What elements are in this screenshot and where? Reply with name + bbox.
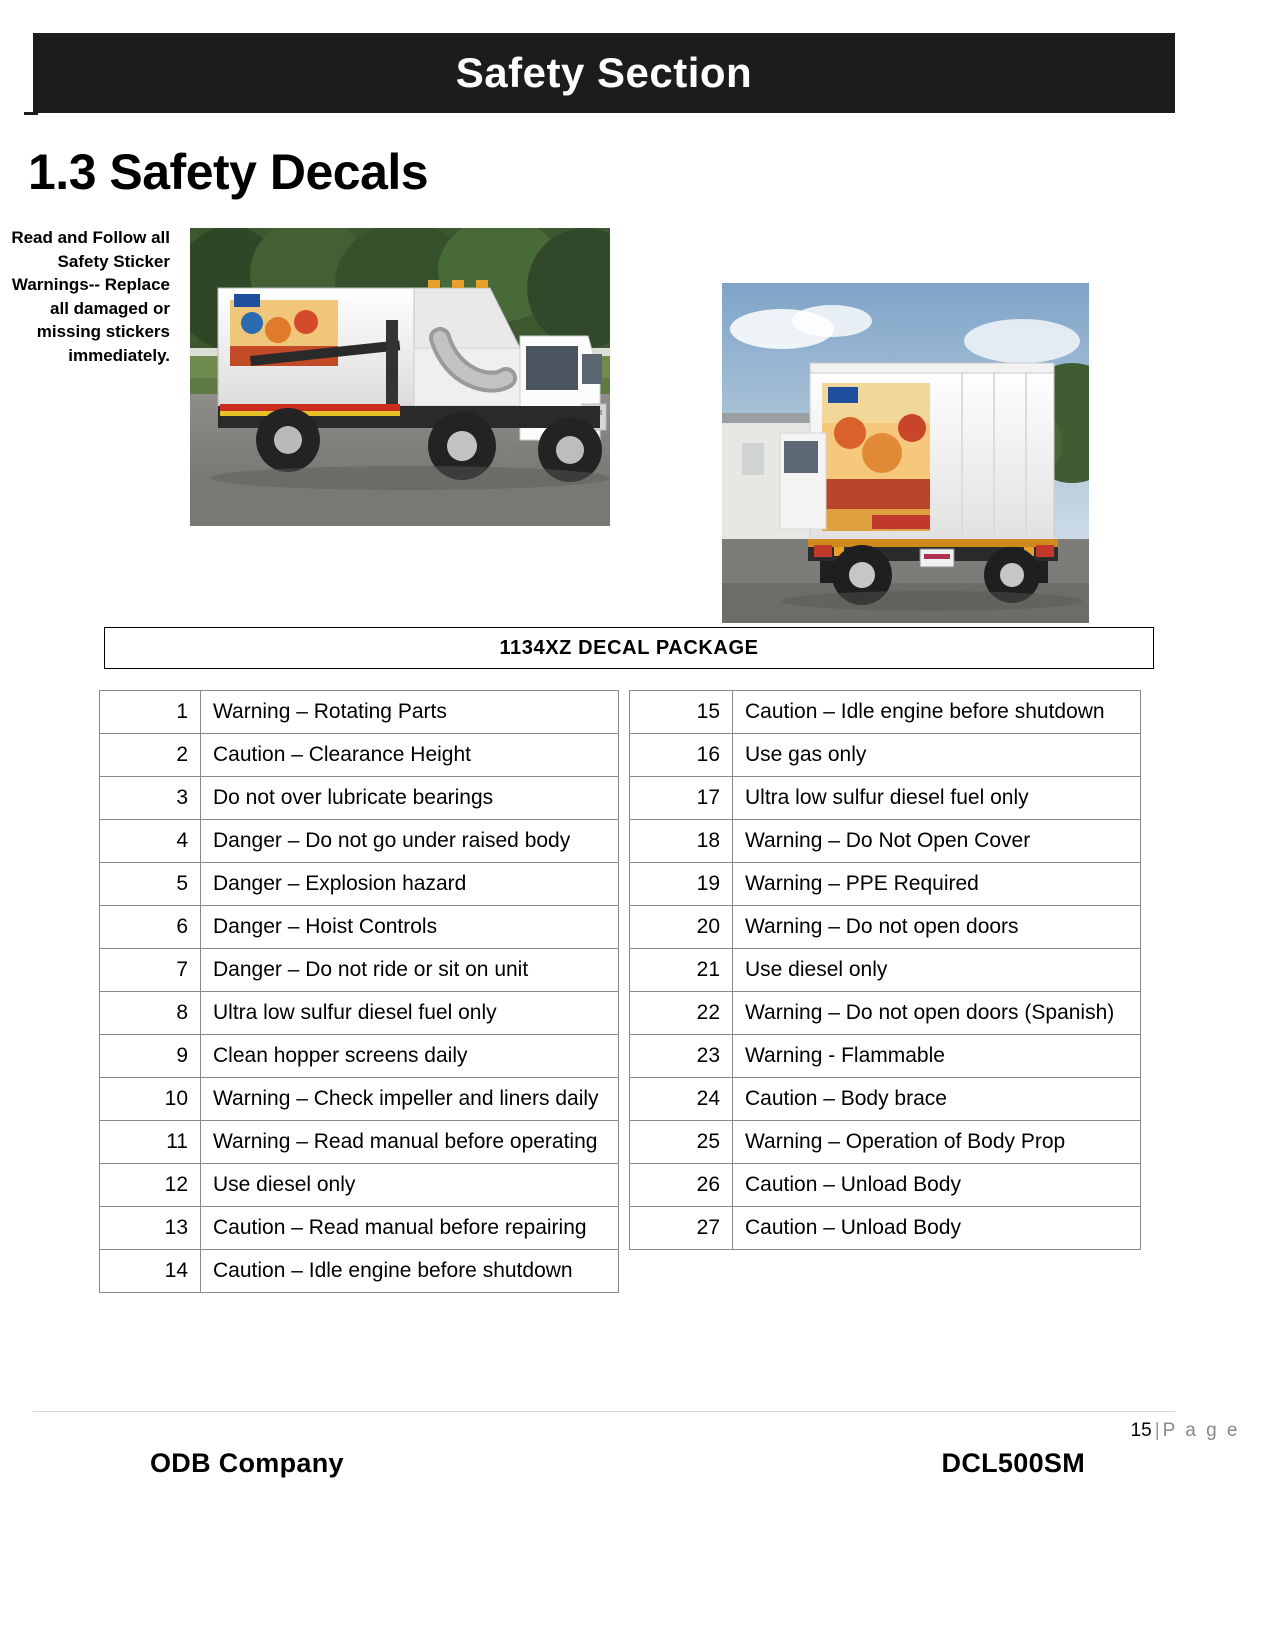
decal-description-cell: Warning – Operation of Body Prop bbox=[733, 1121, 1141, 1164]
footer-company-name: ODB Company bbox=[150, 1448, 344, 1478]
decal-number-cell: 13 bbox=[100, 1207, 201, 1250]
decal-number-cell: 20 bbox=[630, 906, 733, 949]
section-heading: 1.3 Safety Decals bbox=[28, 144, 429, 200]
table-row bbox=[630, 949, 1141, 992]
decal-number-cell: 9 bbox=[100, 1035, 201, 1078]
decal-description-cell: Warning – Read manual before operating bbox=[201, 1121, 619, 1164]
decal-number-cell: 8 bbox=[100, 992, 201, 1035]
decal-description-cell: Caution – Body brace bbox=[733, 1078, 1141, 1121]
table-row bbox=[630, 1207, 1141, 1250]
decal-description-cell: Warning – PPE Required bbox=[733, 863, 1141, 906]
leaf-collector-truck-side-view-photo bbox=[190, 228, 610, 526]
table-row bbox=[630, 1035, 1141, 1078]
table-row bbox=[100, 777, 619, 820]
decal-description-cell: Clean hopper screens daily bbox=[201, 1035, 619, 1078]
table-row bbox=[630, 1121, 1141, 1164]
decal-number-cell: 21 bbox=[630, 949, 733, 992]
decal-number-cell: 26 bbox=[630, 1164, 733, 1207]
table-row bbox=[100, 1250, 619, 1293]
decal-number-cell: 17 bbox=[630, 777, 733, 820]
header-tick-mark bbox=[24, 112, 38, 115]
table-row bbox=[100, 1207, 619, 1250]
decal-description-cell: Warning – Do not open doors (Spanish) bbox=[733, 992, 1141, 1035]
decal-description-cell: Warning – Do Not Open Cover bbox=[733, 820, 1141, 863]
decal-description-cell: Ultra low sulfur diesel fuel only bbox=[733, 777, 1141, 820]
decal-list-body-right bbox=[630, 691, 1141, 1250]
decal-number-cell: 19 bbox=[630, 863, 733, 906]
decal-package-title: 1134XZ DECAL PACKAGE bbox=[499, 636, 759, 659]
decal-description-cell: Warning – Check impeller and liners daily bbox=[201, 1078, 619, 1121]
leaf-collector-truck-rear-view-photo bbox=[722, 283, 1089, 623]
table-row bbox=[100, 949, 619, 992]
decal-number-cell: 18 bbox=[630, 820, 733, 863]
page-number-separator: | bbox=[1154, 1420, 1160, 1441]
page-number-block bbox=[1131, 1420, 1240, 1442]
decal-description-cell: Danger – Explosion hazard bbox=[201, 863, 619, 906]
decal-description-cell: Use gas only bbox=[733, 734, 1141, 777]
table-row bbox=[100, 820, 619, 863]
decal-description-cell: Caution – Read manual before repairing bbox=[201, 1207, 619, 1250]
decal-number-cell: 16 bbox=[630, 734, 733, 777]
decal-number-cell: 7 bbox=[100, 949, 201, 992]
decal-number-cell: 23 bbox=[630, 1035, 733, 1078]
decal-number-cell: 10 bbox=[100, 1078, 201, 1121]
table-row bbox=[100, 992, 619, 1035]
decal-description-cell: Danger – Do not ride or sit on unit bbox=[201, 949, 619, 992]
table-row bbox=[630, 820, 1141, 863]
decal-number-cell: 5 bbox=[100, 863, 201, 906]
decal-number-cell: 24 bbox=[630, 1078, 733, 1121]
table-row bbox=[100, 734, 619, 777]
table-row bbox=[630, 691, 1141, 734]
table-row bbox=[100, 906, 619, 949]
decal-number-cell: 25 bbox=[630, 1121, 733, 1164]
decal-number-cell: 4 bbox=[100, 820, 201, 863]
table-row bbox=[630, 863, 1141, 906]
decal-description-cell: Caution – Idle engine before shutdown bbox=[733, 691, 1141, 734]
decal-number-cell: 12 bbox=[100, 1164, 201, 1207]
decal-description-cell: Caution – Clearance Height bbox=[201, 734, 619, 777]
table-row bbox=[100, 1078, 619, 1121]
decal-number-cell: 11 bbox=[100, 1121, 201, 1164]
decal-number-cell: 14 bbox=[100, 1250, 201, 1293]
page-number-value: 15 bbox=[1130, 1420, 1152, 1441]
decal-description-cell: Caution – Idle engine before shutdown bbox=[201, 1250, 619, 1293]
table-row bbox=[630, 734, 1141, 777]
decal-description-cell: Caution – Unload Body bbox=[733, 1207, 1141, 1250]
table-row bbox=[100, 691, 619, 734]
table-row bbox=[630, 906, 1141, 949]
decal-description-cell: Danger – Do not go under raised body bbox=[201, 820, 619, 863]
decal-number-cell: 2 bbox=[100, 734, 201, 777]
decal-description-cell: Caution – Unload Body bbox=[733, 1164, 1141, 1207]
decal-list-body-left bbox=[100, 691, 619, 1293]
decal-description-cell: Use diesel only bbox=[733, 949, 1141, 992]
decal-description-cell: Do not over lubricate bearings bbox=[201, 777, 619, 820]
decal-description-cell: Warning – Rotating Parts bbox=[201, 691, 619, 734]
decal-number-cell: 22 bbox=[630, 992, 733, 1035]
decal-list-table-right bbox=[629, 690, 1141, 1250]
table-row bbox=[100, 863, 619, 906]
table-row bbox=[630, 1078, 1141, 1121]
decal-description-cell: Danger – Hoist Controls bbox=[201, 906, 619, 949]
decal-description-cell: Ultra low sulfur diesel fuel only bbox=[201, 992, 619, 1035]
footer-divider bbox=[33, 1411, 1175, 1412]
page-number-word: P a g e bbox=[1162, 1420, 1240, 1441]
decal-list-table-left bbox=[99, 690, 619, 1293]
decal-package-title-box bbox=[104, 627, 1154, 669]
table-row bbox=[630, 992, 1141, 1035]
decal-number-cell: 6 bbox=[100, 906, 201, 949]
decal-description-cell: Warning – Do not open doors bbox=[733, 906, 1141, 949]
decal-number-cell: 3 bbox=[100, 777, 201, 820]
page-title: Safety Section bbox=[455, 49, 753, 96]
decal-number-cell: 27 bbox=[630, 1207, 733, 1250]
safety-sticker-caption: Read and Follow all Safety Sticker Warnings-- Replace all damaged or missing stickers immediately. bbox=[11, 228, 170, 365]
decal-number-cell: 1 bbox=[100, 691, 201, 734]
table-row bbox=[630, 1164, 1141, 1207]
table-row bbox=[100, 1121, 619, 1164]
section-header-band bbox=[33, 33, 1175, 113]
table-row bbox=[100, 1035, 619, 1078]
table-row bbox=[630, 777, 1141, 820]
table-row bbox=[100, 1164, 619, 1207]
footer-model-name: DCL500SM bbox=[941, 1448, 1085, 1478]
decal-number-cell: 15 bbox=[630, 691, 733, 734]
decal-description-cell: Use diesel only bbox=[201, 1164, 619, 1207]
decal-description-cell: Warning - Flammable bbox=[733, 1035, 1141, 1078]
